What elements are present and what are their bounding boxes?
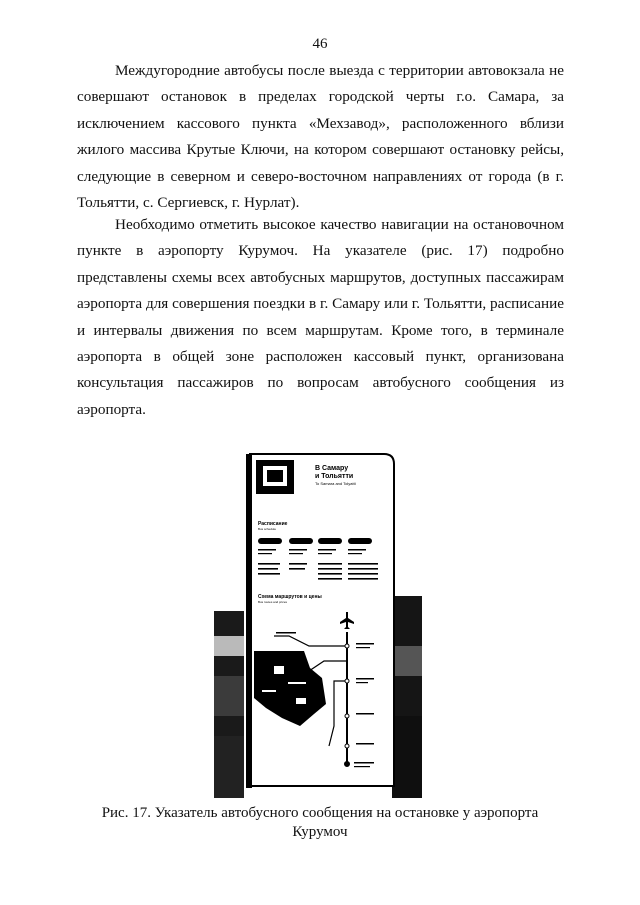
caption-line-1: Рис. 17. Указатель автобусного сообщения на остановке у аэропорта bbox=[101, 805, 539, 821]
sign-heading-line1: В Самару bbox=[315, 465, 349, 472]
routes-title: Схема маршрутов и цены bbox=[258, 594, 322, 600]
sign-heading-line2: и Тольятти bbox=[315, 473, 354, 480]
logo-block bbox=[256, 460, 294, 494]
figure-caption bbox=[60, 804, 580, 842]
routes-title-en: Bus routes and prices bbox=[258, 600, 288, 604]
sign-heading-en: To Samara and Tolyatti bbox=[315, 481, 356, 486]
paragraph-intercity-buses: Междугородние автобусы после выезда с территории автовокзала не совершают остановок в пределах городской черты г.о. Самара, за исключением кассового пункта «Мехзавод», расположенного вблизи жилого массива Крутые Ключи, на котором совершают остановку рейсы, следующие в северном и северо-восточном направлениях от города (в г. Тольятти, с. Сергиевск, г. Нурлат). bbox=[77, 62, 564, 212]
sign-photo bbox=[214, 446, 422, 798]
schedule-title-en: Bus schedule bbox=[258, 527, 277, 531]
schedule-title: Расписание bbox=[258, 521, 288, 527]
figure-airport-bus-sign bbox=[214, 446, 422, 798]
page-number: 46 bbox=[312, 36, 328, 52]
caption-line-2: Курумоч bbox=[292, 824, 348, 840]
paragraph-airport-navigation: Необходимо отметить высокое качество навигации на остановочном пункте в аэропорту Курумоч. На указателе (рис. 17) подробно представлены схемы всех автобусных маршрутов, доступных пассажирам аэропорта для совершения поездки в г. Самару или г. Тольятти, расписание и интервалы движения по всем маршрутам. Кроме того, в терминале аэропорта в общей зоне расположен кассовый пункт, организована консультация пассажиров по вопросам автобусного сообщения из аэропорта. bbox=[77, 216, 564, 418]
